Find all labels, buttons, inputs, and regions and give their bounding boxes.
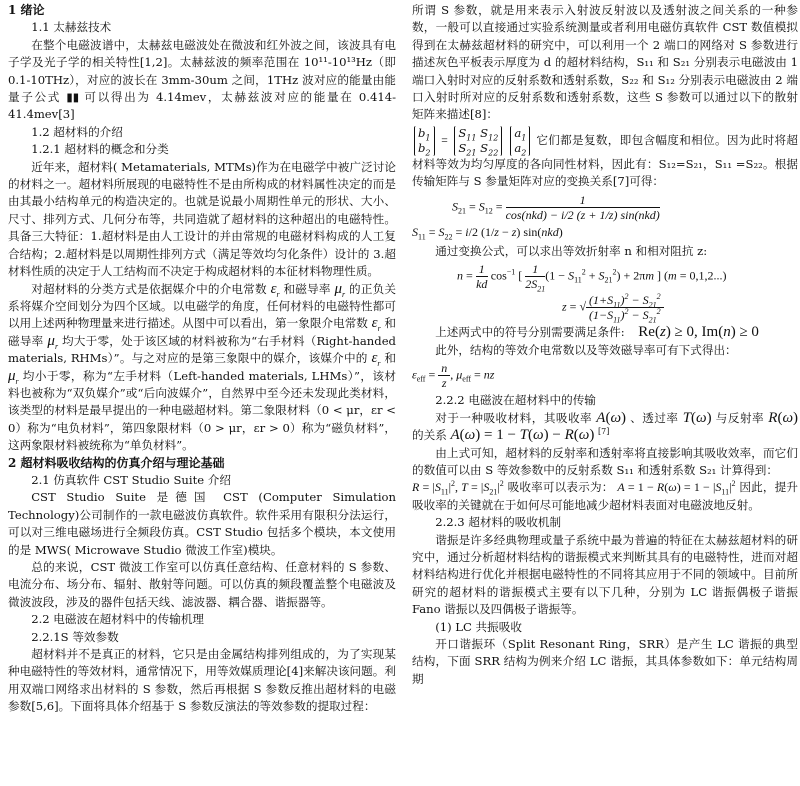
equation-eps-mu: $\varepsilon_{eff}$ = $\frac{n}{z}$ , $\mu_{eff}$ = nz	[412, 361, 495, 391]
paragraph: 总的来说，CST 微波工作室可以仿真任意结构、任意材料的 S 参数、电流分布、场分布、辐射、散射等问题。可以仿真的频段覆盖整个电磁波及微波波段，涉及的器件包括天线、滤波器、耦合器、谐振器等。	[8, 560, 396, 609]
subsubsection-heading: 2.2.1S 等效参数	[31, 629, 119, 644]
paragraph: 通过变换公式，可以求出等效折射率 n 和相对阻抗 z:	[435, 244, 708, 259]
paragraph: 此外，结构的等效介电常数以及等效磁导率可有下式得出：	[435, 342, 737, 357]
section-heading: 1 绪论	[8, 3, 45, 17]
subsubsection-heading: 1.2.1 超材料的概念和分类	[31, 142, 169, 157]
subsection-heading: 1.2 超材料的介绍	[31, 124, 123, 139]
matrix-b: $b_1$ $b_2$	[414, 126, 435, 156]
subsection-heading: 2.2 电磁波在超材料中的传输机理	[31, 612, 205, 627]
paragraph: 谐振是许多经典物理或量子系统中最为普遍的特征在太赫兹超材料的研究中，通过分析超材料结构的谐振模式来判断其具有的电磁特性，进而对超材料结构进行优化并根据电磁特性的不同将其应用于不同的领域中。目前所研究的超材料的谐振模式主要有以下几种，分别为 LC 谐振偶极子谐振 Fano 谐振以及四偶极子谐振等。	[412, 532, 798, 617]
paragraph: 上述两式中的符号分别需要满足条件: Re(z) ≥ 0, Im(n) ≥ 0	[435, 324, 759, 341]
paragraph: $b_1$ $b_2 = S_{11}$ $S_{12}$ $S_{21}$ $S_{22}$ $a_1$ $a_2$ 它们都是复数，即包含幅度和相位。因为此时将超材料等效为均匀厚度的各向同性材料，因此有：S₁₂=S₂₁，S₁₁ =S₂₂。根据传输矩阵与 S 参量矩阵对应的变换关系[7]可得：	[412, 125, 798, 189]
subsection-heading: 1.1 太赫兹技术	[31, 20, 112, 35]
matrix-s: $S_{11}$ $S_{12}$ $S_{21}$ $S_{22}$	[454, 126, 502, 156]
paragraph: 对于一种吸收材料，其吸收率 A(ω) 、透过率 T(ω) 与反射率 R(ω) 的关系 A(ω) = 1 − T(ω) − R(ω) [7]	[412, 409, 799, 444]
paragraph: 超材料并不是真正的材料，它只是由金属结构排列组成的，为了实现某种电磁特性的等效材料，通常情况下，用等效媒质理论[4]来解决该问题。利用双端口网络求出材料的 S 参数，然后再根据 S 参数反推出超材料的电磁参数[5,6]。下面将具体介绍基于 S 参数反演法的等效参数的提取过程：	[8, 647, 396, 714]
left-column	[8, 2, 396, 716]
subsection-heading: 2.1 仿真软件 CST Studio Suite 介绍	[31, 472, 231, 487]
paragraph: 近年来，超材料( Metamaterials, MTMs)作为在电磁学中被广泛讨论的材料之一。超材料所展现的电磁特性不是由所构成的材料属性决定的而是由其最小结构单元的构造决定的。也就是说最小周期性单元的形状、大小、尺寸、排列方式、几何分布等，共同造就了超材料的这种超出的电磁特性。具备三大特征：1.超材料是由人工设计的并由常规的电磁材料构成的人工复合结构；2.超材料是以周期性排列方式（满足等效均匀化条件）设计的 3.超材料性质的决定于人工结构而不决定于构成超材料的本征材料物理性质。	[8, 159, 396, 279]
right-column	[412, 2, 798, 688]
paragraph: CST Studio Suite 是德国 CST (Computer Simulation Technology)公司制作的一款电磁波仿真软件。软件采用有限积分法运行，可以对三维电磁场进行全频段仿真。CST Studio 包括多个模块，本文使用的是 MWS( Microwave Studio 微波工作室)模块。	[8, 490, 396, 557]
equation-s11: $S_{11} = S_{22} = i/2$ (1/z − z) sin(nkd)	[412, 224, 563, 242]
equation-n: n = $\frac{1}{kd}$ $\cos^{-1}$ [ $\frac{1}{2S_{21}}$ $(1 - S_{11}^2 + S_{21}^2) + 2\pi m$ ] (m = 0,1,2...)	[457, 262, 727, 294]
paragraph: 开口谐振环（Split Resonant Ring，SRR）是产生 LC 谐振的典型结构，下面 SRR 结构为例来介绍 LC 谐振，其具体参数如下：单元结构周期	[412, 636, 798, 686]
subsubsection-heading: 2.2.3 超材料的吸收机制	[435, 515, 562, 530]
paragraph: 由上式可知，超材料的反射率和透射率将直接影响其吸收效率，而它们的数值可以由 S 等效参数中的反射系数 S₁₁ 和透射系数 S₂₁ 计算得到：	[412, 445, 798, 477]
section-heading: 2 超材料吸收结构的仿真介绍与理论基础	[8, 455, 225, 470]
equation-z: z = √ $\frac{(1+S_{11})^2 - S_{21}^2}{(1-S_{11})^2 - S_{21}^2}$	[412, 293, 798, 322]
paragraph: 对超材料的分类方式是依据媒介中的介电常数 $\varepsilon_r$ 和磁导率 $\mu_r$ 的正负关系将媒介空间划分为四个区域。以电磁学的角度，任何材料的电磁特性都可以用上述两种物理量来进行描述。从图中可以看出，第一象限介电常数 $\varepsilon_r$ 和磁导率 $\mu_r$ 均大于零，处于该区域的材料被称为“右手材料（Right-handed materials, RHMs）”。与之对应的是第三象限中的媒介，该媒介中的 $\varepsilon_r$ 和 $\mu_r$ 均小于零，称为“左手材料（Left-handed materials, LHMs）”，该材料也被称为“双负媒介”或“后向波媒介”，自然界中至今还未发现此类材料，该类型的材料是最早提出的一种电磁超材料。第二象限材料（0 < μr，εr < 0）称为“电负材料”，第四象限材料（0 > μr，εr > 0）称为“磁负材料”，这两象限材料被统称为“单负材料”。	[8, 280, 396, 453]
matrix-a: $a_1$ $a_2$	[510, 126, 530, 156]
equation-s21: $S_{21} = S_{12}$ = $\frac{1}{\text{cos(nkd) − i/2 (z + 1/z) sin(nkd)}}$	[452, 192, 660, 222]
subsubsection-heading: (1) LC 共振吸收	[435, 619, 522, 634]
paragraph: $R = |S_{11}|^2$, $T = |S_{21}|^2$ 吸收率可以表示为： $A = 1 - R(\omega) = 1 - |S_{11}|^2$ 因此，提升吸收率的关键就在于如何尽可能地减少超材料表面对电磁波地反射。	[412, 479, 798, 512]
paragraph: 所谓 S 参数，就是用来表示入射波反射波以及透射波之间关系的一种参数，一般可以直接通过实验系统测量或者利用电磁仿真软件 CST 数值模拟得到在太赫兹超材料的研究中，可以利用一个 2 端口的网络对 S 参数进行描述灰色平板表示厚度为 d 的超材料结构，S₁₁ 和 S₂₁ 分别表示电磁波由 1 端口入射时对应的反射系数和透射系数，S₂₂ 和 S₁₂ 分别表示电磁波由 2 端口入射时所对应的反射系数和透射系数，这些 S 参数可以通过以下的散射矩阵来描述[8]：	[412, 3, 798, 122]
paragraph: 在整个电磁波谱中，太赫兹电磁波处在微波和红外波之间，该波具有电子学及光子学的相关特性[1,2]。太赫兹波的频率范围在 10¹¹-10¹³Hz（即 0.1-10THz），对应的波长在 3mm-30um 之间，1THz 波对应的能量由能量子公式 ▮▮ 可以得出为 4.14mev，太赫兹波对应的能量在 0.414-41.4mev[3]	[8, 37, 396, 122]
subsubsection-heading: 2.2.2 电磁波在超材料中的传输	[435, 393, 596, 408]
